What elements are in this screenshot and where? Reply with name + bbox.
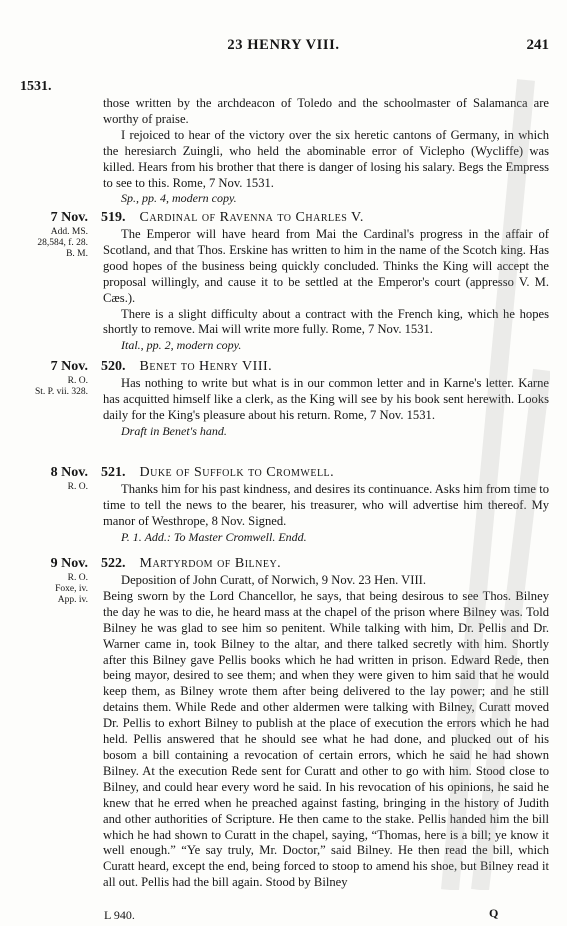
source-ref: App. iv. — [57, 595, 88, 605]
source-ref: R. O. — [67, 376, 88, 386]
entry-520 — [103, 358, 549, 439]
entry-title: Benet to Henry VIII. — [139, 359, 273, 374]
entry-number: 519. — [101, 210, 126, 225]
entry-522 — [103, 555, 549, 891]
body-paragraph: Being sworn by the Lord Chancellor, he says, that being desirous to see Thos. Bilney the day he was to die, he heard mass at the chapel of the prison where Bilney was. Told Bilney he was glad to see him so penitent. While talking with him, Dr. Pellis and Dr. Warner came in, took Bilney to the altar, and there talked secretly with him. Shortly after this Bilney gave Pellis books which he had written in prison. Edward Rede, then being mayor, desired to see them; and when they were given to him said that he would keep them, as Bilney wrote them after being delivered to the lay power; and he still detains them. While Rede and other aldermen were talking with Bilney, Curatt moved Dr. Pellis to exhort Bilney to publish at the place of execution the errors which he had held. Pellis answered that he should see what he had done, and plucked out of his bosom a bill containing a revocation of certain errors, which he said he had shown Bilney. At the execution Rede sent for Curatt and other to go with him. Stood close to Bilney, and could hear every word he said. In his revocation of his opinions, he said he knew that he erred when he preached against fasting, bringing in the history of Judith and other authorities of Scripture. He then came to the stake. Pellis handed him the bill which he had shown to Curatt in the chapel, saying, “Thomas, here is a bill; ye know it well enough.” “Ye say truly, Mr. Doctor,” said Bilney. He then read the bill, which Curatt heard, except the end, being forced to stoop to amend his shoe, but Bilney read it all out. Pellis had the bill again. Stood by Bilney — [103, 588, 549, 890]
source-ref: 28,584, f. 28. — [37, 238, 88, 248]
continuation-block — [103, 96, 549, 206]
entry-521 — [103, 464, 549, 545]
body-paragraph: The Emperor will have heard from Mai the Cardinal's progress in the affair of Scotland, and that Thos. Erskine has written to him in the name of the Scotch king. Has good hopes of the business being quickly concluded. Thinks the King will accept the proposal willingly, and cause it to be settled at the Emperor's court (appresso V. M. Cæs.). — [103, 227, 549, 305]
entry-heading — [101, 358, 549, 375]
source-ref: B. M. — [66, 249, 88, 259]
entry-margin — [24, 359, 88, 398]
entry-heading — [101, 555, 549, 572]
year-marker: 1531. — [20, 79, 52, 94]
source-ref: Add. MS. — [50, 227, 88, 237]
gathering-mark: Q — [489, 906, 499, 920]
entry-title: Martyrdom of Bilney. — [139, 556, 282, 571]
entry-519 — [103, 209, 549, 353]
entry-title: Cardinal of Ravenna to Charles V. — [139, 210, 364, 225]
entry-margin — [24, 465, 88, 493]
source-note: Ital., pp. 2, modern copy. — [121, 338, 242, 353]
entry-title: Duke of Suffolk to Cromwell. — [139, 465, 335, 480]
source-ref: St. P. vii. 328. — [34, 387, 88, 397]
entry-date: 9 Nov. — [50, 556, 88, 571]
entry-heading — [101, 209, 549, 226]
entry-heading — [101, 464, 549, 481]
entry-number: 520. — [101, 359, 126, 374]
source-note: Draft in Benet's hand. — [121, 423, 227, 438]
body-paragraph: Deposition of John Curatt, of Norwich, 9 Nov. 23 Hen. VIII. — [121, 573, 427, 587]
running-header — [0, 37, 567, 59]
entry-margin — [24, 556, 88, 606]
body-paragraph: Thanks him for his past kindness, and desires its continuance. Asks him from time to time to tell the news to the bearer, his treasurer, who will advertise him thereof. My manor of Westhrope, 8 Nov. Signed. — [103, 482, 549, 528]
source-ref: Foxe, iv. — [55, 584, 88, 594]
source-ref: R. O. — [67, 482, 88, 492]
body-paragraph: There is a slight difficulty about a contract with the French king, which he hopes shortly to remove. Mai will write more fully. Rome, 7 Nov. 1531. — [103, 306, 549, 337]
source-ref: R. O. — [67, 573, 88, 583]
entry-date: 8 Nov. — [50, 465, 88, 480]
body-paragraph: those written by the archdeacon of Toledo and the schoolmaster of Salamanca are worthy of praise. — [103, 96, 549, 126]
running-title: 23 HENRY VIII. — [227, 37, 340, 53]
source-note: Sp., pp. 4, modern copy. — [121, 191, 237, 206]
entry-number: 522. — [101, 556, 126, 571]
body-paragraph: Has nothing to write but what is in our common letter and in Karne's letter. Karne has acquitted himself like a clerk, as the King will see by his book sent herewith. Looks daily for the King's pleasure about his return. Rome, 7 Nov. 1531. — [103, 376, 549, 422]
source-note: P. 1. Add.: To Master Cromwell. Endd. — [121, 529, 307, 544]
entry-date: 7 Nov. — [50, 359, 88, 374]
entry-margin — [24, 210, 88, 260]
entry-number: 521. — [101, 465, 126, 480]
entry-date: 7 Nov. — [50, 210, 88, 225]
signature-mark: L 940. — [104, 908, 135, 922]
body-paragraph: I rejoiced to hear of the victory over the six heretic cantons of Germany, in which the heresiarch Zuingli, who held the abominable error of Viclepho (Wycliffe) was killed. Hears from his brother that there is danger of losing his salary. Begs the Empress to see to this. Rome, 7 Nov. 1531. — [103, 127, 549, 190]
page-number: 241 — [526, 37, 549, 53]
